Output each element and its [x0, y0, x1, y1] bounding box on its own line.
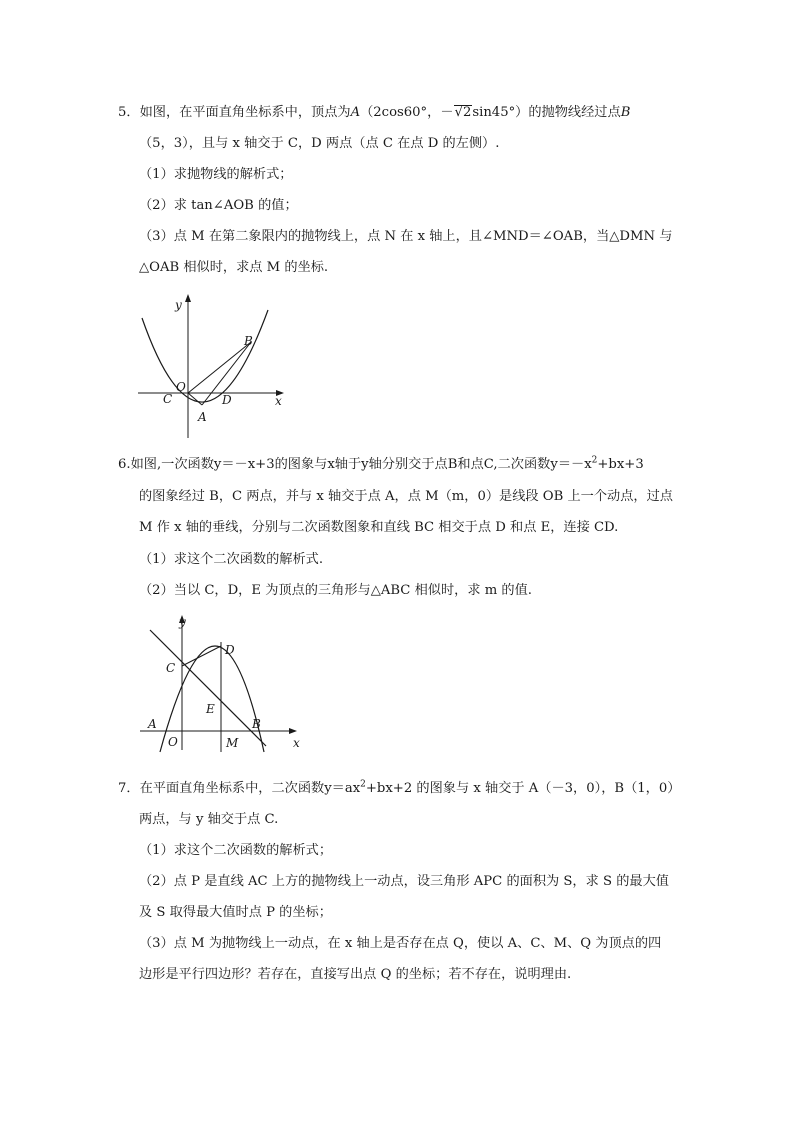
q5-text: （2cos60°，－ — [360, 105, 454, 120]
exponent: 2 — [591, 455, 598, 466]
label-d: D — [222, 393, 232, 407]
q6-line-2: 的图象经过 B，C 两点，并与 x 轴交于点 A，点 M（m，0）是线段 OB 上一个动点，过点 — [139, 489, 673, 504]
q7-part-2-line-2: 及 S 取得最大值时点 P 的坐标； — [139, 905, 332, 920]
x-axis-arrow — [289, 728, 297, 734]
q7-part-1: （1）求这个二次函数的解析式； — [139, 843, 333, 858]
q7-line-1 — [118, 779, 680, 799]
label-e: E — [206, 702, 215, 716]
sqrt-symbol: √2 — [454, 105, 472, 120]
label-y: y — [175, 298, 182, 312]
label-o: O — [168, 735, 178, 749]
q7-text: 7．在平面直角坐标系中，二次函数y＝ax — [118, 781, 361, 796]
label-x: x — [275, 394, 282, 408]
q6-line-3: M 作 x 轴的垂线，分别与二次函数图象和直线 BC 相交于点 D 和点 E，连接 CD. — [139, 520, 619, 535]
q7-line-2: 两点，与 y 轴交于点 C. — [139, 812, 279, 827]
q7-text: +bx+2 的图象与 x 轴交于 A（－3，0），B（1，0） — [365, 781, 681, 796]
label-d: D — [225, 643, 235, 657]
exponent: 2 — [360, 779, 366, 790]
label-c: C — [166, 661, 176, 675]
label-b: B — [252, 717, 261, 731]
label-b: B — [244, 334, 253, 348]
q5-part-2: （2）求 tan∠AOB 的值； — [139, 198, 298, 213]
q5-part-3-line-1: （3）点 M 在第二象限内的抛物线上，点 N 在 x 轴上，且∠MND＝∠OAB，当△DMN 与 — [139, 229, 673, 244]
y-axis-arrow — [185, 294, 191, 302]
q5-part-3-line-2: △OAB 相似时，求点 M 的坐标. — [139, 260, 329, 275]
q6-part-2: （2）当以 C，D，E 为顶点的三角形与△ABC 相似时，求 m 的值. — [139, 583, 532, 598]
label-a: A — [198, 410, 207, 424]
q5-line-2: （5，3），且与 x 轴交于 C，D 两点（点 C 在点 D 的左侧）. — [139, 136, 500, 151]
q6-line-1 — [118, 455, 644, 475]
q6-figure — [138, 610, 308, 755]
q7-part-3-line-1: （3）点 M 为抛物线上一动点，在 x 轴上是否存在点 Q，使以 A、C、M、Q 为顶点的四 — [139, 936, 662, 951]
q7-part-2-line-1: （2）点 P 是直线 AC 上方的抛物线上一动点，设三角形 APC 的面积为 S，求 S 的最大值 — [139, 874, 669, 889]
q5-point-b: B — [620, 105, 631, 120]
q5-text: 5．如图，在平面直角坐标系中，顶点为 — [118, 105, 351, 120]
label-y: y — [179, 615, 186, 629]
label-o: O — [176, 380, 186, 394]
segment-cd — [182, 646, 221, 666]
parabola-curve — [142, 310, 268, 402]
q5-point-a: A — [350, 105, 361, 120]
q5-line-1 — [118, 103, 630, 123]
label-a: A — [148, 717, 157, 731]
q5-text: sin45°）的抛物线经过点 — [472, 105, 621, 120]
sqrt-value: 2 — [462, 105, 472, 120]
q6-part-1: （1）求这个二次函数的解析式. — [139, 552, 324, 567]
label-m: M — [226, 736, 239, 750]
label-x: x — [293, 736, 300, 750]
q5-figure — [130, 290, 290, 440]
label-c: C — [163, 392, 173, 406]
q6-text: +bx+3 — [597, 457, 644, 472]
q6-text: 6.如图,一次函数y＝－x+3的图象与x轴于y轴分别交于点B和点C,二次函数y＝－x — [118, 457, 592, 472]
q5-part-1: （1）求抛物线的解析式； — [139, 167, 293, 182]
q7-part-3-line-2: 边形是平行四边形？若存在，直接写出点 Q 的坐标；若不存在，说明理由. — [139, 967, 572, 982]
